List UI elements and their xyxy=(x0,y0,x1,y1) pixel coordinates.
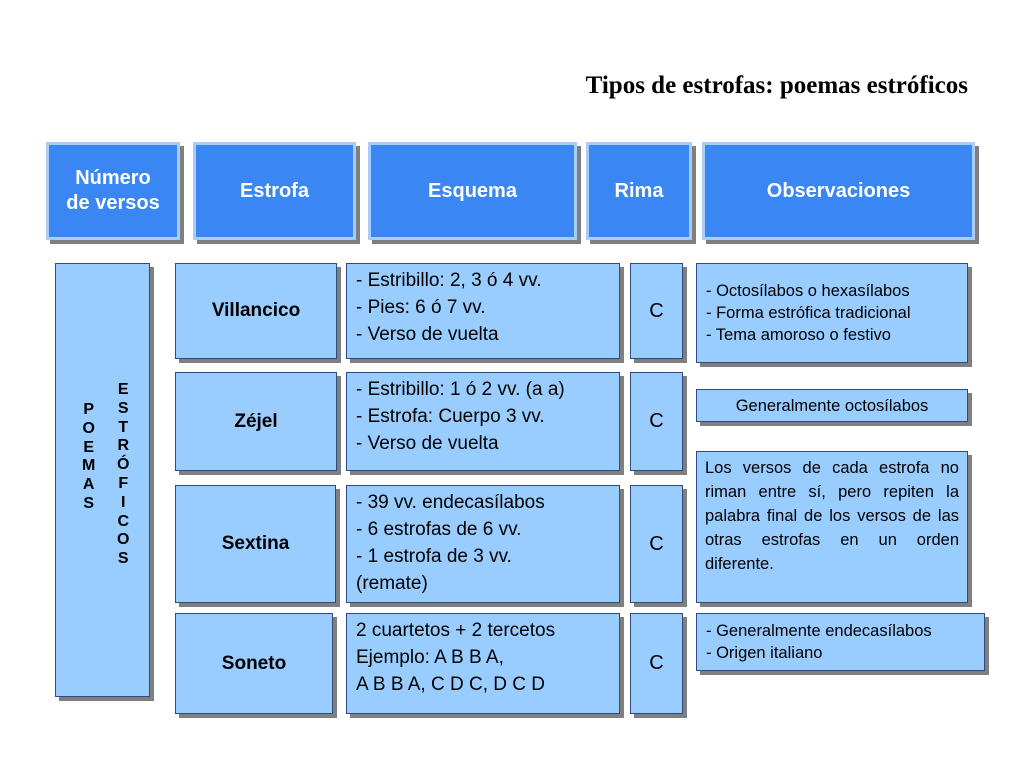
side-word-poemas: P O E M A S xyxy=(82,401,96,512)
estrofa-soneto: Soneto xyxy=(175,613,333,714)
observaciones-villancico: - Octosílabos o hexasílabos - Forma estrófica tradicional - Tema amoroso o festivo xyxy=(696,263,968,363)
rima-villancico: C xyxy=(630,263,683,359)
observaciones-soneto: - Generalmente endecasílabos - Origen italiano xyxy=(696,613,985,671)
estrofa-villancico: Villancico xyxy=(175,263,337,359)
header-observaciones: Observaciones xyxy=(702,142,975,240)
rima-zejel: C xyxy=(630,372,683,471)
observaciones-zejel: Generalmente octosílabos xyxy=(696,389,968,422)
esquema-villancico: - Estribillo: 2, 3 ó 4 vv. - Pies: 6 ó 7 vv. - Verso de vuelta xyxy=(346,263,620,359)
esquema-soneto: 2 cuartetos + 2 tercetos Ejemplo: A B B A, A B B A, C D C, D C D xyxy=(346,613,620,714)
estrofa-zejel: Zéjel xyxy=(175,372,337,471)
side-label-poemas-estroficos xyxy=(55,263,150,697)
observaciones-sextina: Los versos de cada estrofa no riman entre sí, pero repiten la palabra final de los versos de las otras estrofas en un orden diferente. xyxy=(696,451,968,603)
estrofa-sextina: Sextina xyxy=(175,485,336,603)
esquema-sextina: - 39 vv. endecasílabos - 6 estrofas de 6 vv. - 1 estrofa de 3 vv. (remate) xyxy=(346,485,620,603)
header-rima: Rima xyxy=(586,142,692,240)
header-num-versos: Número de versos xyxy=(46,142,180,240)
page-title: Tipos de estrofas: poemas estróficos xyxy=(585,72,968,99)
header-esquema: Esquema xyxy=(368,142,577,240)
rima-sextina: C xyxy=(630,485,683,603)
side-word-estroficos: E S T R Ó F I C O S xyxy=(117,381,130,568)
header-estrofa: Estrofa xyxy=(193,142,356,240)
esquema-zejel: - Estribillo: 1 ó 2 vv. (a a) - Estrofa: Cuerpo 3 vv. - Verso de vuelta xyxy=(346,372,620,471)
rima-soneto: C xyxy=(630,613,683,714)
